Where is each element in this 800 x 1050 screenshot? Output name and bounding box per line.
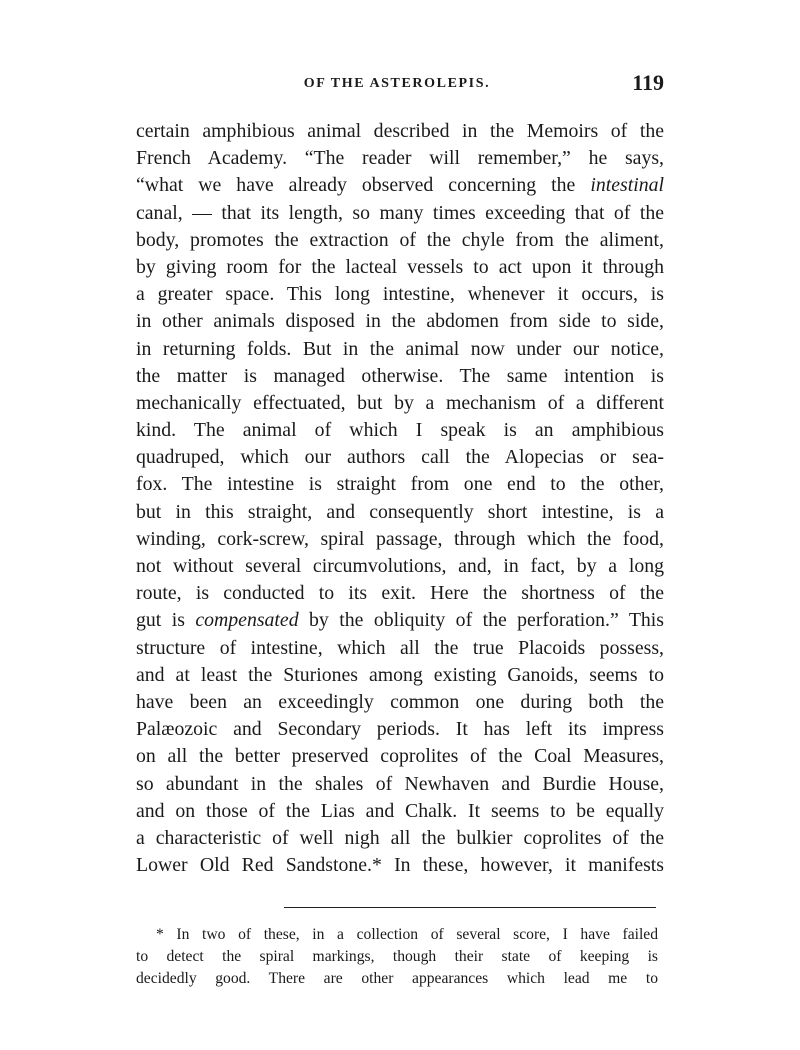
running-head bbox=[136, 70, 664, 100]
footnote-line: * In two of these, in a collection of several score, I have failed bbox=[156, 926, 658, 943]
text-line bbox=[136, 172, 664, 199]
running-title: OF THE ASTEROLEPIS. bbox=[303, 76, 491, 91]
text-line: but in this straight, and consequently short intestine, is a bbox=[136, 500, 664, 523]
text-line: quadruped, which our authors call the Alopecias or sea- bbox=[136, 446, 664, 469]
text-line: and on those of the Lias and Chalk. It seems to be equally bbox=[136, 799, 664, 822]
text-segment: gut is compensated by the obliquity of the perforation.” This bbox=[136, 609, 664, 632]
italic-word: compensated bbox=[195, 609, 299, 632]
text-line: by giving room for the lacteal vessels to act upon it through bbox=[136, 255, 664, 278]
text-line: winding, cork-screw, spiral passage, through which the food, bbox=[136, 527, 664, 550]
text-line: mechanically effectuated, but by a mechanism of a different bbox=[136, 391, 664, 414]
text-line: in other animals disposed in the abdomen from side to side, bbox=[136, 310, 664, 333]
text-segment: “what we have already observed concerning the intestinal bbox=[136, 174, 664, 197]
text-line: the matter is managed otherwise. The same intention is bbox=[136, 364, 664, 387]
text-line: body, promotes the extraction of the chyle from the aliment, bbox=[136, 228, 664, 251]
footnote-line: to detect the spiral markings, though their state of keeping is bbox=[136, 948, 658, 965]
text-line: route, is conducted to its exit. Here the shortness of the bbox=[136, 582, 664, 605]
text-line: so abundant in the shales of Newhaven and Burdie House, bbox=[136, 772, 664, 795]
text-line: Lower Old Red Sandstone.* In these, however, it manifests bbox=[136, 854, 664, 877]
text-line bbox=[136, 607, 664, 634]
footnote-line: decidedly good. There are other appearances which lead me to bbox=[136, 970, 658, 987]
text-line: French Academy. “The reader will remember,” he says, bbox=[136, 147, 664, 170]
footnote-rule bbox=[284, 907, 656, 908]
footnote bbox=[136, 924, 658, 990]
text-line: have been an exceedingly common one during both the bbox=[136, 690, 664, 713]
text-line: a characteristic of well nigh all the bulkier coprolites of the bbox=[136, 826, 664, 849]
text-line: in returning folds. But in the animal now under our notice, bbox=[136, 337, 664, 360]
text-line: and at least the Sturiones among existing Ganoids, seems to bbox=[136, 663, 664, 686]
page-number: 119 bbox=[632, 70, 664, 95]
text-line: not without several circumvolutions, and, in fact, by a long bbox=[136, 555, 664, 577]
text-line: structure of intestine, which all the true Placoids possess, bbox=[136, 636, 664, 659]
text-line: canal, — that its length, so many times exceeding that of the bbox=[136, 201, 664, 224]
text-line: certain amphibious animal described in the Memoirs of the bbox=[136, 120, 664, 142]
italic-word: intestinal bbox=[590, 174, 664, 197]
text-line: a greater space. This long intestine, whenever it occurs, is bbox=[136, 283, 664, 306]
body-text bbox=[136, 118, 664, 879]
text-line: on all the better preserved coprolites of the Coal Measures, bbox=[136, 745, 664, 768]
text-line: kind. The animal of which I speak is an amphibious bbox=[136, 419, 664, 442]
text-line: Palæozoic and Secondary periods. It has left its impress bbox=[136, 718, 664, 741]
text-line: fox. The intestine is straight from one end to the other, bbox=[136, 473, 664, 496]
